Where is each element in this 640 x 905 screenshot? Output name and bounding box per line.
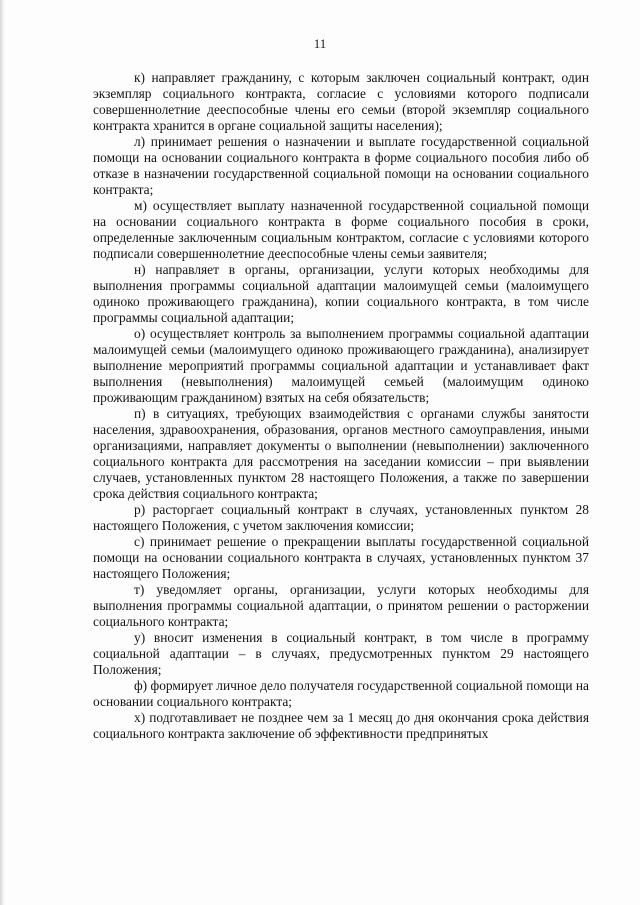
paragraph-p: п) в ситуациях, требующих взаимодействия с органами службы занятости населения, здравоохранения, образования, органов местного самоуправления, иными организациями, направляет документы о выполнении (невыполнении) заключенного социального контракта для рассмотрения на заседании комиссии – при выявлении случаев, установленных пунктом 28 настоящего Положения, а также по завершении срока действия социального контракта;: [93, 406, 589, 501]
paragraph-l: л) принимает решения о назначении и выплате государственной социальной помощи на основании социального контракта в форме социального пособия либо об отказе в назначении государственной социальной помощи на основании социального контракта;: [93, 134, 589, 197]
page-number: 11: [313, 36, 327, 51]
paragraph-m: м) осуществляет выплату назначенной государственной социальной помощи на основании социального контракта в форме социального пособия в сроки, определенные заключенным социальным контрактом, согласие с условиями которого подписали совершеннолетние дееспособные члены семьи заявителя;: [93, 198, 589, 261]
scan-shadow-edge: [0, 0, 5, 905]
paragraph-o: о) осуществляет контроль за выполнением программы социальной адаптации малоимущей семьи (малоимущего одиноко проживающего гражданина), анализирует выполнение мероприятий программы социальной адаптации и устанавливает факт выполнения (невыполнения) малоимущей семьей (малоимущим одиноко проживающим гражданином) взятых на себя обязательств;: [93, 326, 589, 405]
paragraph-u: у) вносит изменения в социальный контракт, в том числе в программу социальной адаптации – в случаях, предусмотренных пунктом 29 настоящего Положения;: [93, 630, 589, 677]
paragraph-t: т) уведомляет органы, организации, услуги которых необходимы для выполнения программы социальной адаптации, о принятом решении о расторжении социального контракта;: [93, 582, 589, 629]
paragraph-kh: х) подготавливает не позднее чем за 1 месяц до дня окончания срока действия социального контракта заключение об эффективности предпринятых: [93, 710, 589, 741]
paragraph-k: к) направляет гражданину, с которым заключен социальный контракт, один экземпляр социального контракта, согласие с условиями которого подписали совершеннолетние дееспособные члены его семьи (второй экземпляр социального контракта хранится в органе социальной защиты населения);: [93, 70, 589, 133]
document-body: [93, 70, 589, 742]
paragraph-n: н) направляет в органы, организации, услуги которых необходимы для выполнения программы социальной адаптации малоимущей семьи (малоимущего одиноко проживающего гражданина), копии социального контракта, в том числе программы социальной адаптации;: [93, 262, 589, 325]
paragraph-r: р) расторгает социальный контракт в случаях, установленных пунктом 28 настоящего Положения, с учетом заключения комиссии;: [93, 502, 589, 533]
paragraph-f: ф) формирует личное дело получателя государственной социальной помощи на основании социального контракта;: [93, 678, 589, 709]
paragraph-s: с) принимает решение о прекращении выплаты государственной социальной помощи на основании социального контракта в случаях, установленных пунктом 37 настоящего Положения;: [93, 534, 589, 581]
